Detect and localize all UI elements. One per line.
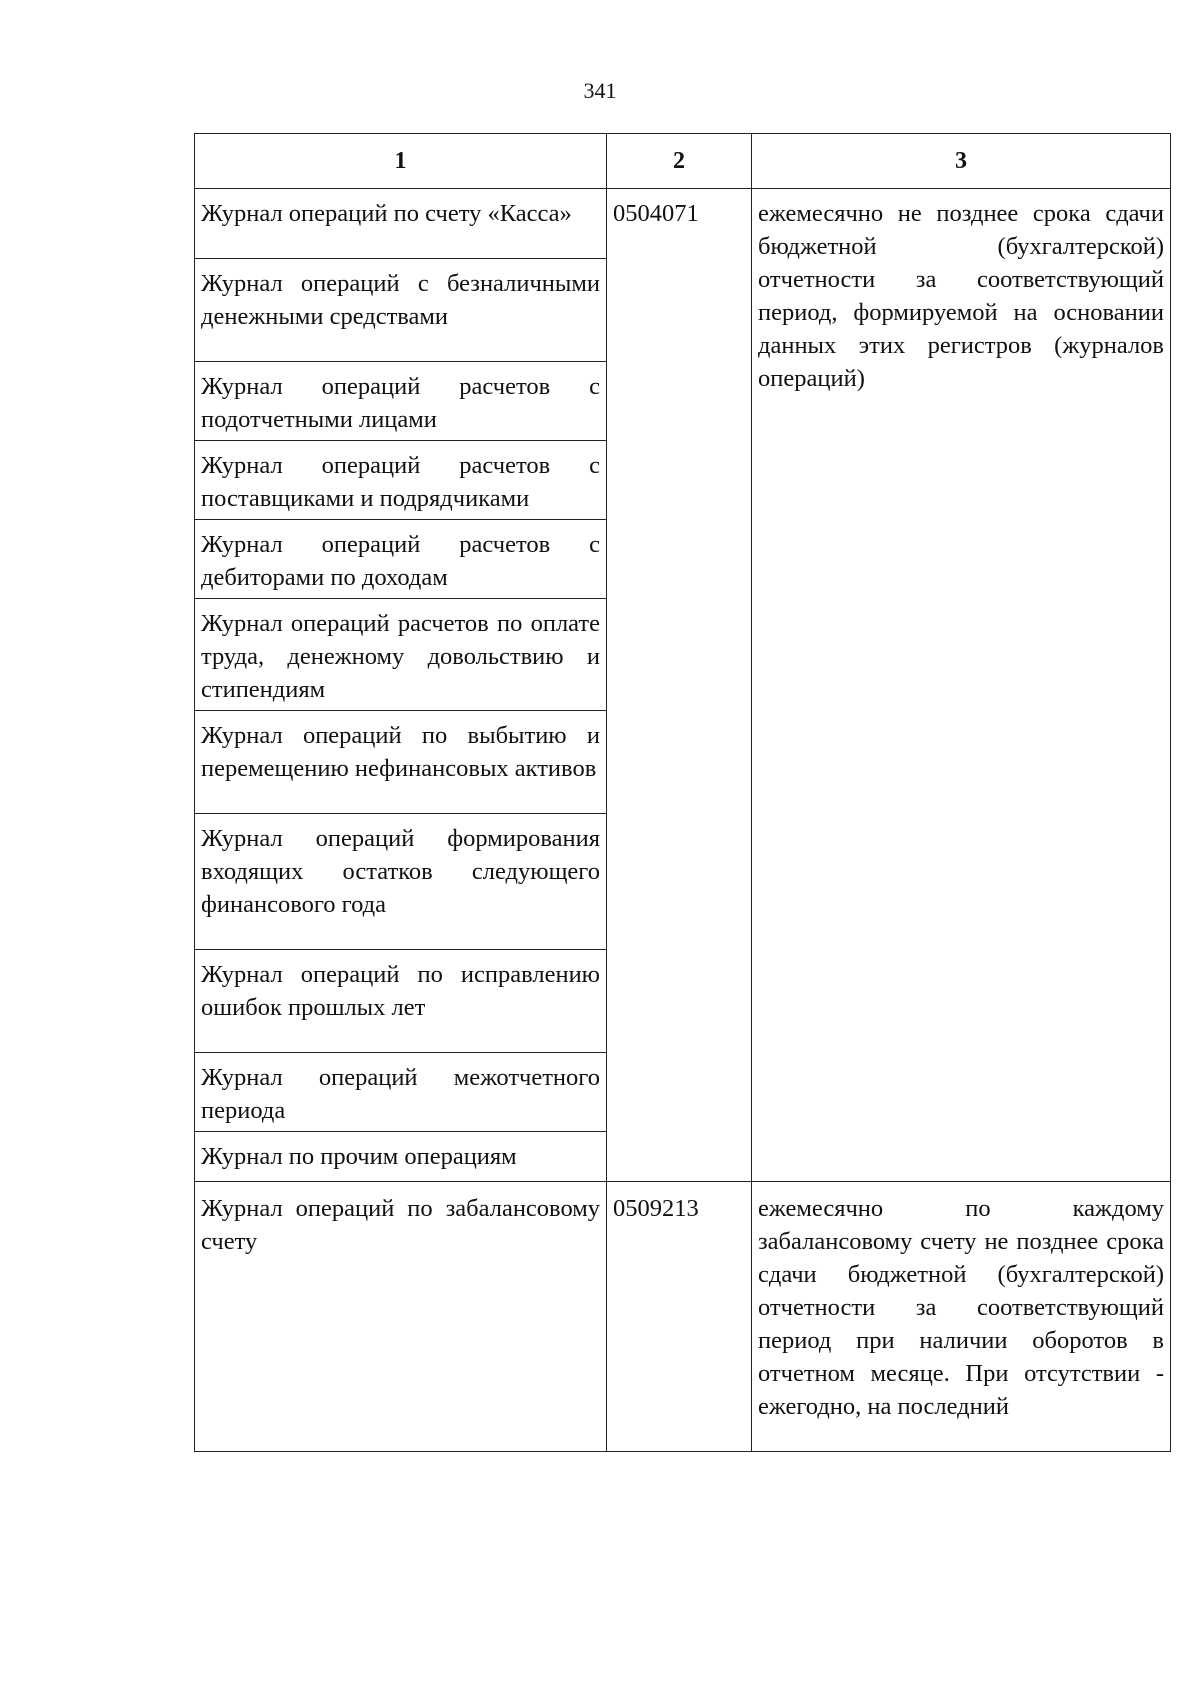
table-row	[195, 1182, 1171, 1452]
table-row	[195, 189, 1171, 259]
form-code: 0504071	[607, 189, 752, 1182]
deadline-text: ежемесячно не позднее срока сдачи бюджетной (бухгалтерской) отчетности за соответствующий период, формируемой на основании данных этих регистров (журналов операций)	[752, 189, 1171, 1182]
table-header-row	[195, 134, 1171, 189]
journal-name: Журнал операций формирования входящих остатков следующего финансового года	[195, 814, 607, 950]
column-header-1: 1	[195, 134, 607, 189]
journal-name: Журнал операций расчетов с подотчетными лицами	[195, 362, 607, 441]
column-header-2: 2	[607, 134, 752, 189]
journal-name: Журнал операций расчетов с дебиторами по доходам	[195, 520, 607, 599]
deadline-text: ежемесячно по каждому забалансовому счету не позднее срока сдачи бюджетной (бухгалтерской) отчетности за соответствующий период при наличии оборотов в отчетном месяце. При отсутствии - ежегодно, на последний	[752, 1182, 1171, 1452]
journal-name: Журнал операций по забалансовому счету	[195, 1182, 607, 1452]
column-header-3: 3	[752, 134, 1171, 189]
journal-name: Журнал операций по исправлению ошибок прошлых лет	[195, 950, 607, 1053]
journal-name: Журнал операций по выбытию и перемещению нефинансовых активов	[195, 711, 607, 814]
journal-name: Журнал операций с безналичными денежными средствами	[195, 259, 607, 362]
page-number: 341	[583, 78, 617, 103]
journal-name: Журнал операций по счету «Касса»	[195, 189, 607, 259]
journal-name: Журнал операций межотчетного периода	[195, 1053, 607, 1132]
journal-name: Журнал по прочим операциям	[195, 1132, 607, 1182]
journal-name: Журнал операций расчетов по оплате труда, денежному довольствию и стипендиям	[195, 599, 607, 711]
form-code: 0509213	[607, 1182, 752, 1452]
journal-name: Журнал операций расчетов с поставщиками и подрядчиками	[195, 441, 607, 520]
journals-table	[194, 133, 1171, 1452]
